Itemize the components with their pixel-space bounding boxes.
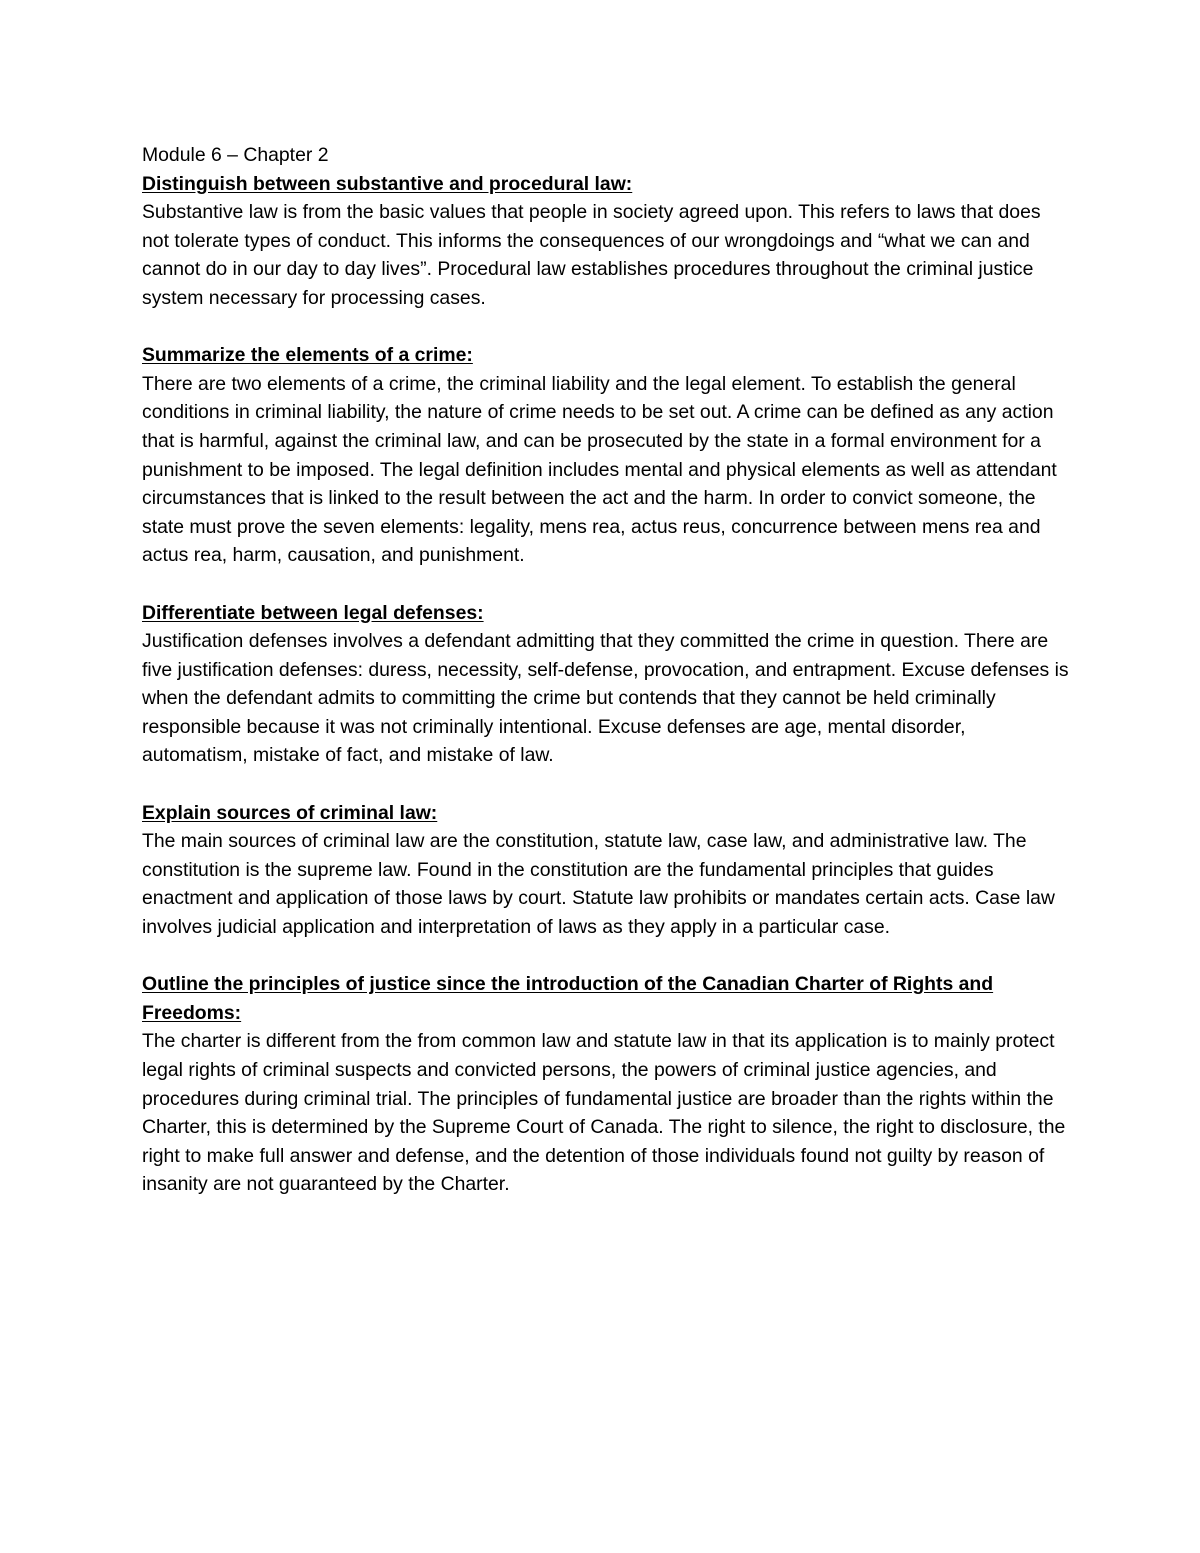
section-heading: Differentiate between legal defenses: [142, 601, 484, 624]
section-heading: Summarize the elements of a crime: [142, 344, 473, 367]
section-sources-of-law [142, 799, 1072, 942]
section-body: The charter is different from the from common law and statute law in that its application is to mainly protect legal rights of criminal suspects and convicted persons, the powers of criminal justice agencies, and procedures during criminal trial. The principles of fundamental justice are broader than the rights within the Charter, this is determined by the Supreme Court of Canada. The right to silence, the right to disclosure, the right to make full answer and defense, and the detention of those individuals found not guilty by reason of insanity are not guaranteed by the Charter. [142, 1030, 1066, 1196]
section-body: Justification defenses involves a defendant admitting that they committed the crime in question. There are five justification defenses: duress, necessity, self-defense, provocation, and entrapment. Excuse defenses is when the defendant admits to committing the crime but contends that they cannot be held criminally responsible because it was not criminally intentional. Excuse defenses are age, mental disorder, automatism, mistake of fact, and mistake of law. [142, 630, 1069, 767]
section-elements-of-crime [142, 341, 1072, 570]
section-heading: Explain sources of criminal law: [142, 801, 438, 824]
section-body: The main sources of criminal law are the constitution, statute law, case law, and administrative law. The constitution is the supreme law. Found in the constitution are the fundamental principles that guides enactment and application of those laws by court. Statute law prohibits or mandates certain acts. Case law involves judicial application and interpretation of laws as they apply in a particular case. [142, 830, 1055, 939]
document-title: Module 6 – Chapter 2 [142, 144, 329, 166]
section-body: Substantive law is from the basic values that people in society agreed upon. This refers to laws that does not tolerate types of conduct. This informs the consequences of our wrongdoings and “what we can and cannot do in our day to day lives”. Procedural law establishes procedures throughout the criminal justice system necessary for processing cases. [142, 201, 1041, 309]
section-heading: Distinguish between substantive and procedural law: [142, 172, 633, 195]
section-legal-defenses [142, 599, 1072, 771]
document-page [142, 141, 1072, 1228]
section-substantive-procedural [142, 170, 1072, 313]
section-heading: Outline the principles of justice since the introduction of the Canadian Charter of Rights and Freedoms: [142, 973, 994, 1024]
section-principles-of-justice [142, 970, 1072, 1199]
section-body: There are two elements of a crime, the criminal liability and the legal element. To establish the general conditions in criminal liability, the nature of crime needs to be set out. A crime can be defined as any action that is harmful, against the criminal law, and can be prosecuted by the state in a formal environment for a punishment to be imposed. The legal definition includes mental and physical elements as well as attendant circumstances that is linked to the result between the act and the harm. In order to convict someone, the state must prove the seven elements: legality, mens rea, actus reus, concurrence between mens rea and actus rea, harm, causation, and punishment. [142, 372, 1057, 567]
